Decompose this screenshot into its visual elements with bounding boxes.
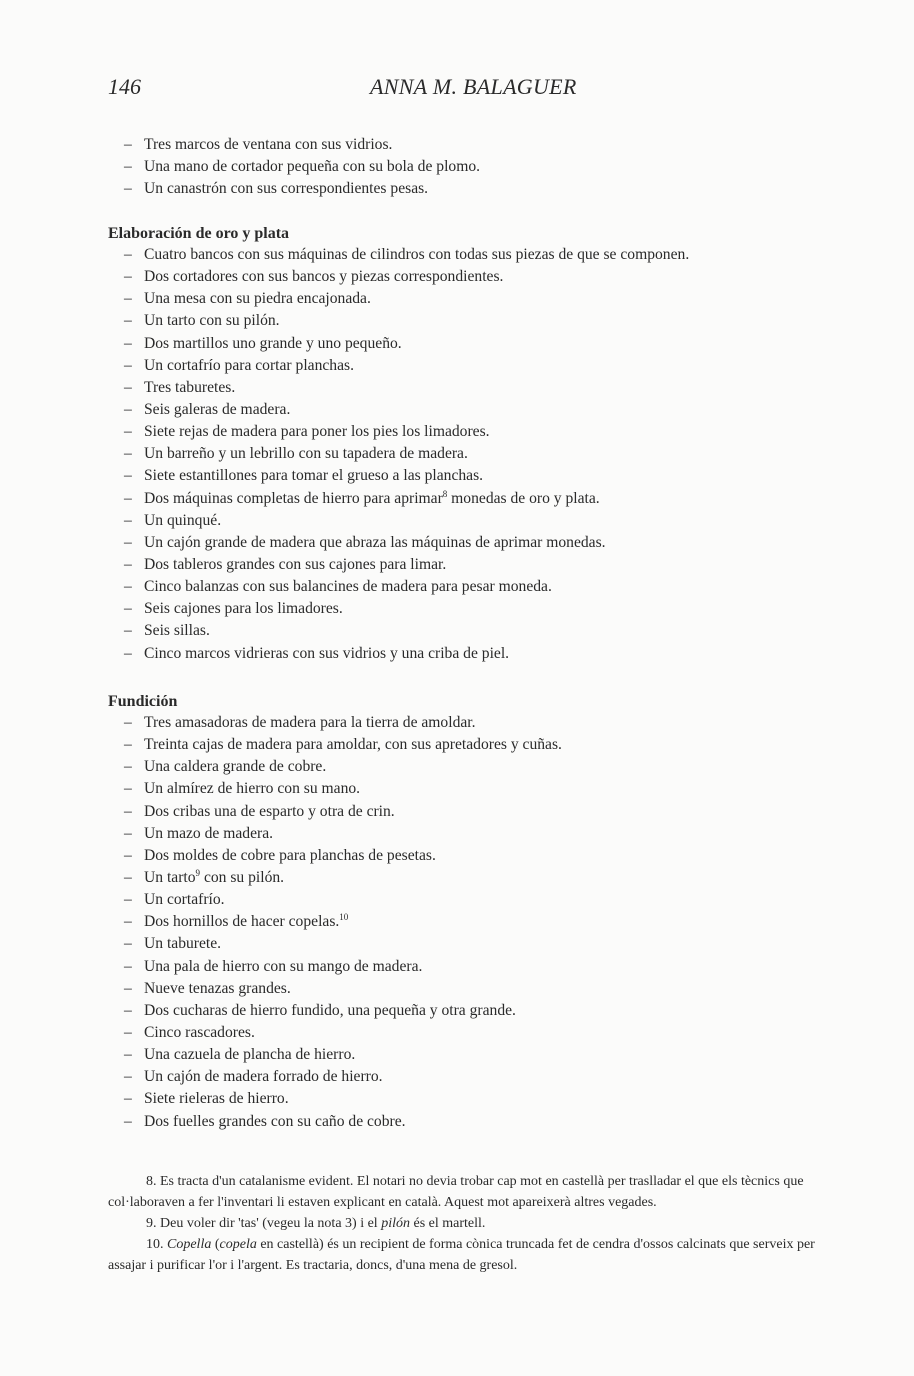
list-item: – Un barreño y un lebrillo con su tapadera de madera.: [124, 445, 468, 463]
list-item: – Un tarto$^9$ con su pilón.: [124, 867, 285, 886]
list-item: – Un cajón grande de madera que abraza las máquinas de aprimar monedas.: [124, 533, 606, 551]
footnote-marker: 9: [195, 867, 201, 878]
list-item: – Treinta cajas de madera para amoldar, con sus apretadores y cuñas.: [124, 736, 562, 754]
list-item: – Una mano de cortador pequeña con su bola de plomo.: [124, 158, 481, 176]
list-item: – Nueve tenazas grandes.: [124, 979, 291, 997]
list-item: – Dos fuelles grandes con su caño de cobre.: [124, 1112, 406, 1130]
fundicion-list: [124, 712, 562, 1133]
list-item: – Tres amasadoras de madera para la tierra de amoldar.: [124, 714, 476, 731]
list-item: – Dos cortadores con sus bancos y piezas correspondientes.: [124, 268, 504, 286]
list-item: – Un cajón de madera forrado de hierro.: [124, 1068, 383, 1086]
list-item: – Dos martillos uno grande y uno pequeño.: [124, 334, 402, 352]
footnote-marker: 10: [339, 912, 349, 923]
list-item: – Un cortafrío.: [124, 891, 225, 909]
list-item: – Dos cribas una de esparto y otra de crin.: [124, 802, 395, 820]
list-item: – Dos moldes de cobre para planchas de pesetas.: [124, 846, 436, 864]
list-item: – Un quinqué.: [124, 511, 222, 529]
page-header: [108, 74, 838, 106]
list-item: – Cinco rascadores.: [124, 1023, 255, 1041]
list-item: – Un mazo de madera.: [124, 824, 274, 842]
list-item: – Cinco marcos vidrieras con sus vidrios y una criba de piel.: [124, 644, 510, 662]
section-heading-oro: Elaboración de oro y plata: [108, 225, 290, 242]
list-item: – Dos tableros grandes con sus cajones para limar.: [124, 555, 447, 573]
list-item: – Dos hornillos de hacer copelas.$^{10}$: [124, 912, 349, 931]
footnote-marker: 8: [442, 488, 448, 499]
list-item: – Cinco balanzas con sus balancines de madera para pesar moneda.: [124, 578, 552, 596]
list-item: – Tres marcos de ventana con sus vidrios.: [124, 136, 393, 153]
list-item: – Un taburete.: [124, 935, 222, 953]
list-item: – Seis cajones para los limadores.: [124, 600, 343, 618]
list-item: – Seis sillas.: [124, 622, 210, 640]
list-item: – Tres taburetes.: [124, 378, 236, 396]
list-item: – Dos máquinas completas de hierro para aprimar$^8$ monedas de oro y plata.: [124, 488, 600, 507]
oro-list: [124, 244, 689, 665]
list-item: – Cuatro bancos con sus máquinas de cilindros con todas sus piezas de que se componen.: [124, 246, 690, 263]
list-item: – Una pala de hierro con su mango de madera.: [124, 957, 423, 975]
footnote-9: 9. Deu voler dir 'tas' (vegeu la nota 3) i el pilón és el martell.: [146, 1216, 486, 1231]
page-number: 146: [108, 74, 141, 99]
footnote-8: 8. Es tracta d'un catalanisme evident. El notari no devia trobar cap mot en castellà per traslladar el que els tècnics que col·laboraven a fer l'inventari li estaven explicant en català. Aquest mot apareixerà altres vegades.: [108, 1174, 804, 1210]
list-item: – Una cazuela de plancha de hierro.: [124, 1046, 356, 1064]
list-item: – Siete estantillones para tomar el grueso a las planchas.: [124, 467, 484, 485]
list-item: – Un tarto con su pilón.: [124, 312, 280, 330]
list-item: – Siete rejas de madera para poner los pies los limadores.: [124, 423, 490, 441]
footnotes: [108, 1171, 844, 1276]
list-item: – Seis galeras de madera.: [124, 400, 291, 418]
list-item: – Un canastrón con sus correspondientes pesas.: [124, 180, 429, 198]
list-item: – Una mesa con su piedra encajonada.: [124, 290, 371, 308]
running-head: ANNA M. BALAGUER: [370, 74, 577, 99]
section-heading-fundicion: Fundición: [108, 693, 178, 710]
intro-list: [124, 134, 480, 200]
list-item: – Un cortafrío para cortar planchas.: [124, 356, 354, 374]
footnote-10: 10. Copella (copela en castellà) és un recipient de forma cònica truncada fet de cendra d'ossos calcinats que serveix per assajar i purificar l'or i l'argent. Es tractaria, doncs, d'una mena de gresol.: [108, 1237, 815, 1273]
list-item: – Una caldera grande de cobre.: [124, 758, 327, 776]
list-item: – Un almírez de hierro con su mano.: [124, 780, 361, 798]
list-item: – Dos cucharas de hierro fundido, una pequeña y otra grande.: [124, 1001, 516, 1019]
list-item: – Siete rieleras de hierro.: [124, 1090, 289, 1108]
